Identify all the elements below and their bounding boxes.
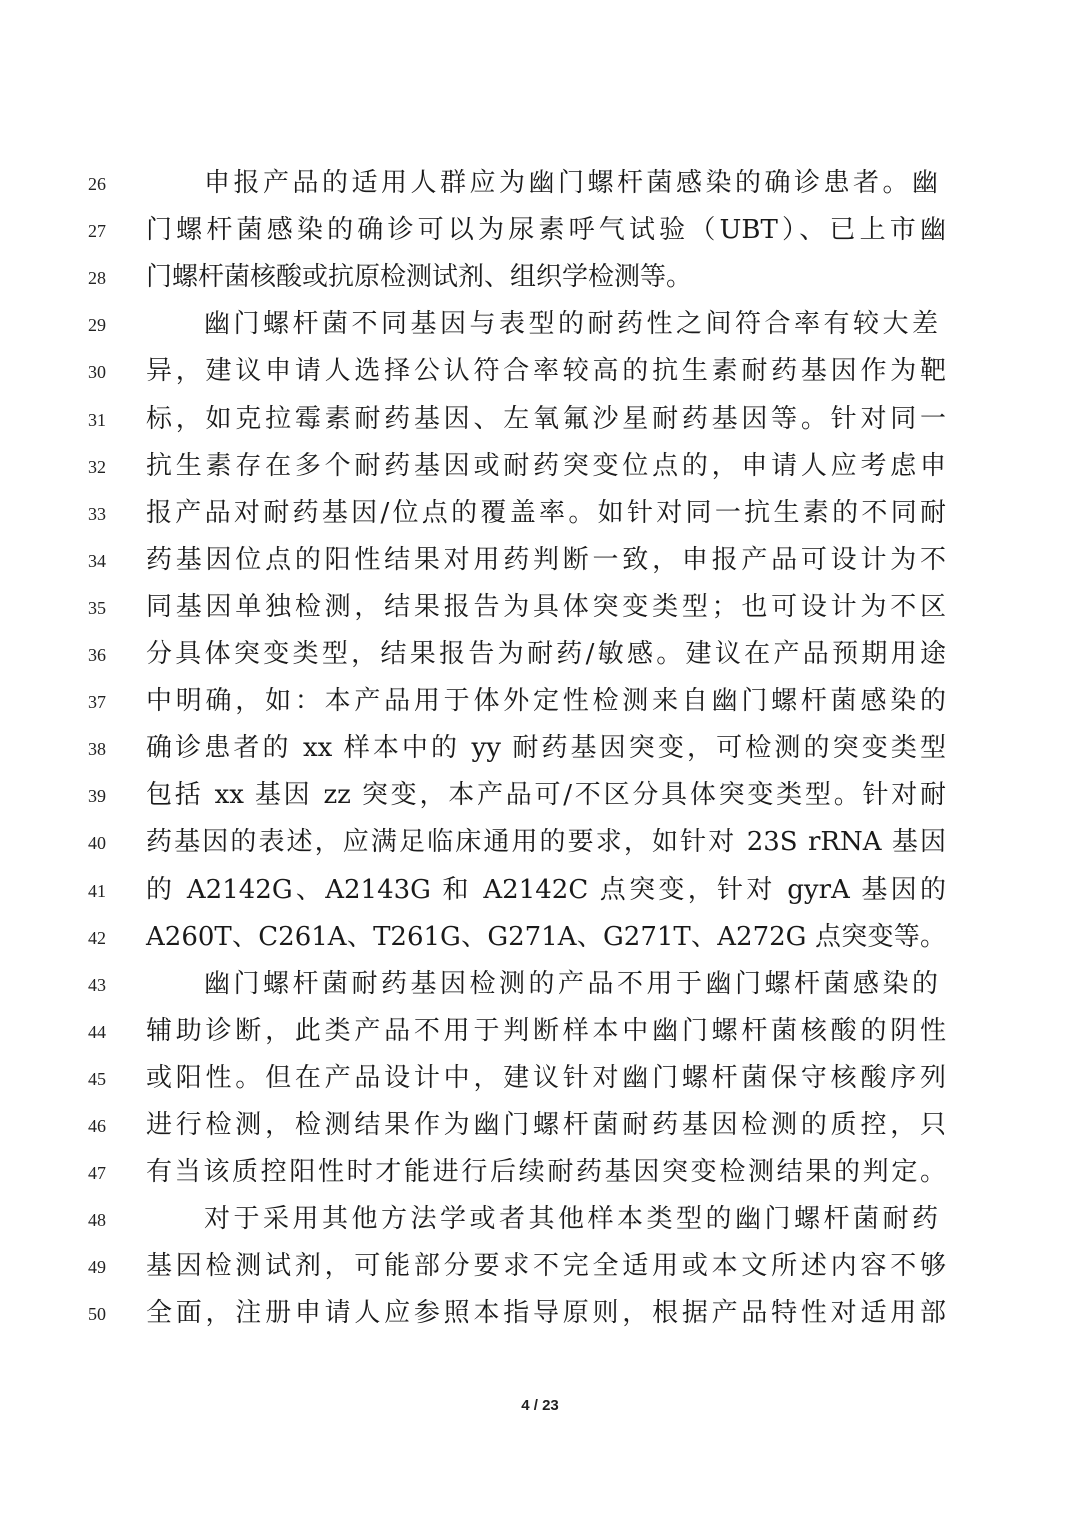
line-text: 幽门螺杆菌不同基因与表型的耐药性之间符合率有较大差 bbox=[204, 309, 938, 340]
document-line bbox=[0, 496, 1080, 543]
line-text: 门螺杆菌感染的确诊可以为尿素呼气试验（UBT）、已上市幽 bbox=[146, 215, 946, 246]
line-number: 32 bbox=[88, 456, 106, 477]
line-number: 35 bbox=[88, 597, 106, 618]
line-text: 异，建议申请人选择公认符合率较高的抗生素耐药基因作为靶 bbox=[146, 356, 946, 387]
line-number: 46 bbox=[88, 1116, 106, 1136]
line-number: 29 bbox=[88, 315, 106, 336]
document-line bbox=[0, 1061, 1080, 1108]
line-number: 42 bbox=[88, 927, 106, 948]
line-number: 27 bbox=[88, 221, 106, 242]
document-line bbox=[0, 731, 1080, 778]
line-text: 门螺杆菌核酸或抗原检测试剂、组织学检测等。 bbox=[146, 262, 693, 293]
document-line bbox=[0, 825, 1080, 872]
document-line bbox=[0, 543, 1080, 590]
line-text: 分具体突变类型，结果报告为耐药/敏感。建议在产品预期用途 bbox=[146, 639, 946, 669]
line-number: 41 bbox=[88, 880, 106, 901]
line-number: 34 bbox=[88, 550, 106, 571]
line-number: 31 bbox=[88, 409, 106, 430]
line-text: 确诊患者的 xx 样本中的 yy 耐药基因突变，可检测的突变类型 bbox=[146, 733, 946, 764]
document-line bbox=[0, 873, 1080, 920]
line-text: 全面，注册申请人应参照本指导原则，根据产品特性对适用部 bbox=[146, 1298, 946, 1329]
line-text: 基因检测试剂，可能部分要求不完全适用或本文所述内容不够 bbox=[146, 1251, 946, 1282]
line-number: 48 bbox=[88, 1210, 106, 1231]
document-line bbox=[0, 1296, 1080, 1343]
line-number: 36 bbox=[88, 645, 106, 665]
line-number: 28 bbox=[88, 268, 106, 289]
line-text: 辅助诊断，此类产品不用于判断样本中幽门螺杆菌核酸的阴性 bbox=[146, 1015, 946, 1046]
line-text: 申报产品的适用人群应为幽门螺杆菌感染的确诊患者。幽 bbox=[204, 168, 938, 198]
line-number: 43 bbox=[88, 974, 106, 995]
line-text: 标，如克拉霉素耐药基因、左氧氟沙星耐药基因等。针对同一 bbox=[146, 403, 946, 434]
document-line bbox=[0, 920, 1080, 967]
line-number: 44 bbox=[88, 1021, 106, 1042]
line-number: 38 bbox=[88, 739, 106, 760]
document-line bbox=[0, 1014, 1080, 1061]
document-line bbox=[0, 590, 1080, 637]
line-text: 或阳性。但在产品设计中，建议针对幽门螺杆菌保守核酸序列 bbox=[146, 1062, 946, 1093]
line-text: 同基因单独检测，结果报告为具体突变类型；也可设计为不区 bbox=[146, 591, 946, 622]
line-number: 50 bbox=[88, 1304, 106, 1325]
line-number: 37 bbox=[88, 692, 106, 713]
document-line bbox=[0, 449, 1080, 496]
document-line bbox=[0, 967, 1080, 1014]
line-text: 幽门螺杆菌耐药基因检测的产品不用于幽门螺杆菌感染的 bbox=[204, 968, 938, 999]
document-line bbox=[0, 637, 1080, 684]
line-number: 49 bbox=[88, 1257, 106, 1278]
page-number: 4 / 23 bbox=[521, 1397, 559, 1414]
line-text: A260T、C261A、T261G、G271A、G271T、A272G 点突变等。 bbox=[146, 921, 946, 952]
line-text: 报产品对耐药基因/位点的覆盖率。如针对同一抗生素的不同耐 bbox=[146, 497, 946, 528]
line-number: 45 bbox=[88, 1068, 106, 1089]
document-line bbox=[0, 1108, 1080, 1155]
line-text: 的 A2142G、A2143G 和 A2142C 点突变，针对 gyrA 基因的 bbox=[146, 874, 946, 905]
line-number: 33 bbox=[88, 503, 106, 524]
line-number: 47 bbox=[88, 1163, 106, 1184]
document-line bbox=[0, 354, 1080, 401]
line-text: 包括 xx 基因 zz 突变，本产品可/不区分具体突变类型。针对耐 bbox=[146, 780, 946, 811]
line-number: 26 bbox=[88, 174, 106, 194]
line-number: 30 bbox=[88, 362, 106, 383]
document-line bbox=[0, 1249, 1080, 1296]
document-line bbox=[0, 213, 1080, 260]
document-line bbox=[0, 402, 1080, 449]
line-text: 药基因位点的阳性结果对用药判断一致，申报产品可设计为不 bbox=[146, 544, 946, 575]
line-number: 39 bbox=[88, 786, 106, 807]
document-line bbox=[0, 166, 1080, 213]
document-line bbox=[0, 260, 1080, 307]
document-line bbox=[0, 1202, 1080, 1249]
document-line bbox=[0, 684, 1080, 731]
line-text: 对于采用其他方法学或者其他样本类型的幽门螺杆菌耐药 bbox=[204, 1204, 938, 1235]
line-number: 40 bbox=[88, 833, 106, 854]
document-line bbox=[0, 307, 1080, 354]
line-text: 中明确，如：本产品用于体外定性检测来自幽门螺杆菌感染的 bbox=[146, 686, 946, 717]
document-line bbox=[0, 1155, 1080, 1202]
line-text: 药基因的表述，应满足临床通用的要求，如针对 23S rRNA 基因 bbox=[146, 827, 946, 858]
document-line bbox=[0, 778, 1080, 825]
line-text: 抗生素存在多个耐药基因或耐药突变位点的，申请人应考虑申 bbox=[146, 450, 946, 481]
line-text: 有当该质控阳性时才能进行后续耐药基因突变检测结果的判定。 bbox=[146, 1157, 946, 1188]
line-text: 进行检测，检测结果作为幽门螺杆菌耐药基因检测的质控，只 bbox=[146, 1110, 946, 1140]
